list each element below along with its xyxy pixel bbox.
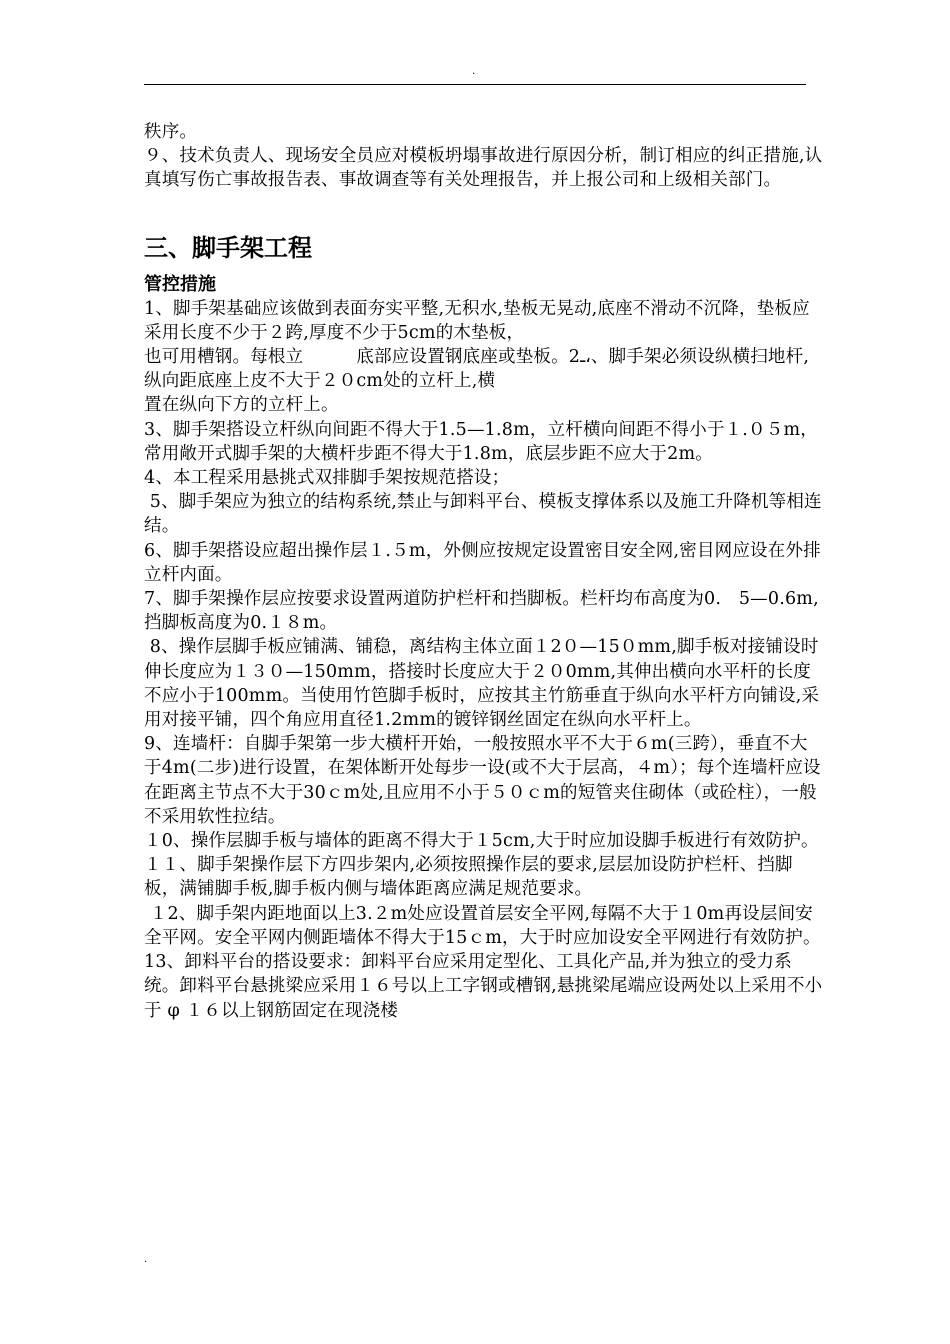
subsection-title: 管控措施: [144, 273, 216, 295]
paragraph-4: 3、脚手架搭设立杆纵向间距不得大于1.5—1.8m，立杆横向间距不得小于１.０５m，常用敞开式脚手架的大横杆步距不得大于1.8m，底层步距不应大于2m。: [144, 419, 818, 464]
paragraph-2: 也可用槽钢。每根立 底部应设置钢底座或垫板。2ـ،、脚手架必须设纵横扫地杆,纵向距底座上皮不大于２０cm处的立杆上,横: [144, 347, 810, 392]
paragraph-11: １0、操作层脚手板与墙体的距离不得大于１5cm,大于时应加设脚手板进行有效防护。: [144, 831, 819, 852]
paragraph-5: 4、本工程采用悬挑式双排脚手架按规范搭设；: [144, 468, 510, 489]
paragraph-12: １１、脚手架操作层下方四步架内,必须按照操作层的要求,层层加设防护栏杆、挡脚板，满铺脚手板,脚手板内侧与墙体距离应满足规范要求。: [144, 855, 793, 900]
paragraph-14: 13、卸料平台的搭设要求：卸料平台应采用定型化、工具化产品,并为独立的受力系统。卸料平台悬挑梁应采用１６号以上工字钢或槽钢,悬挑梁尾端应设两处以上采用不小于 φ １６以上钢筋固定在现浇楼: [144, 952, 823, 1021]
section-title: 三、脚手架工程: [144, 233, 312, 262]
paragraph-3: 置在纵向下方的立杆上。: [144, 395, 339, 416]
paragraph-10: 9、连墙杆：自脚手架第一步大横杆开始，一般按照水平不大于６m(三跨），垂直不大于4m(二步)进行设置，在架体断开处每步一设(或不大于层高，４m）；每个连墙杆应设在距离主节点不大于30ｃm处,且应用不小于５０ｃm的短管夹住砌体（或砼柱），一般不采用软性拉结。: [144, 734, 821, 827]
footer-dot: .: [144, 1254, 148, 1265]
paragraph-13: １2、脚手架内距地面以上3.２m处应设置首层安全平网,每隔不大于１0m再设层间安全平网。安全平网内侧距墙体不得大于15ｃm，大于时应加设安全平网进行有效防护。: [144, 903, 821, 948]
paragraph-1: 1、脚手架基础应该做到表面夯实平整,无积水,垫板无晃动,底座不滑动不沉降，垫板应采用长度不少于２跨,厚度不少于5cm的木垫板，: [144, 298, 810, 343]
intro-line-1: 秩序。: [144, 122, 198, 142]
header-dot: .: [472, 66, 476, 77]
paragraph-7: 6、脚手架搭设应超出操作层１.５m，外侧应按规定设置密目安全网,密目网应设在外排立杆内面。: [144, 540, 821, 585]
document-body: [144, 120, 824, 1023]
paragraph-8: 7、脚手架操作层应按要求设置两道防护栏杆和挡脚板。栏杆均布高度为0. 5—0.6m,挡脚板高度为0.１８m。: [144, 589, 819, 634]
header-rule: [144, 84, 806, 85]
intro-line-2: ９、技术负责人、现场安全员应对模板坍塌事故进行原因分析，制订相应的纠正措施,认真填写伤亡事故报告表、事故调查等有关处理报告，并上报公司和上级相关部门。: [144, 146, 823, 191]
paragraph-6: 5、脚手架应为独立的结构系统,禁止与卸料平台、模板支撑体系以及施工升降机等相连结。: [144, 492, 822, 537]
paragraph-9: 8、操作层脚手板应铺满、铺稳，离结构主体立面１2０—15０mm,脚手板对接铺设时伸长度应为１３０—150mm，搭接时长度应大于２０0mm,其伸出横向水平杆的长度不应小于100mm。当使用竹笆脚手板时，应按其主竹筋垂直于纵向水平杆方向铺设,采用对接平铺，四个角应用直径1.2mm的镀锌钢丝固定在纵向水平杆上。: [144, 637, 820, 731]
